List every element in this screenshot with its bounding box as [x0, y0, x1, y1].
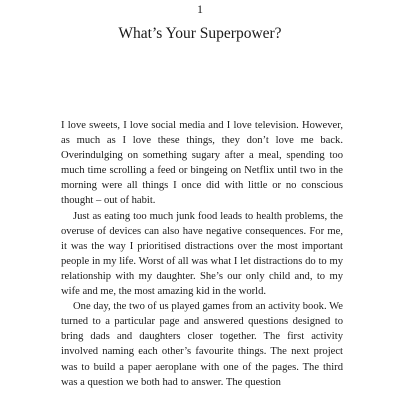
- paragraph-1: I love sweets, I love social media and I love television. However, as much as I love these things, they don’t love me back. Overindulging on something sugary after a meal, spending too much time scrolling a feed or bingeing on Netflix until two in the morning were all things I once did with little or no conscious thought – out of habit.: [61, 120, 343, 207]
- chapter-number: 1: [197, 2, 203, 16]
- paragraph-3: One day, the two of us played games from an activity book. We turned to a particular page and answered questions designed to bring dads and daughters closer together. The first activity involved naming each other’s favourite things. The next project was to build a paper aeroplane with one of the pages. The third was a question we both had to answer. The question: [61, 301, 343, 388]
- chapter-title: What’s Your Superpower?: [118, 25, 282, 42]
- paragraph-2: Just as eating too much junk food leads to health problems, the overuse of devices can also have negative consequences. For me, it was the way I prioritised distractions over the most important people in my life. Worst of all was what I let distractions do to my relationship with my daughter. She’s our only child and, to my wife and me, the most amazing kid in the world.: [61, 210, 343, 298]
- body-text: [61, 118, 343, 390]
